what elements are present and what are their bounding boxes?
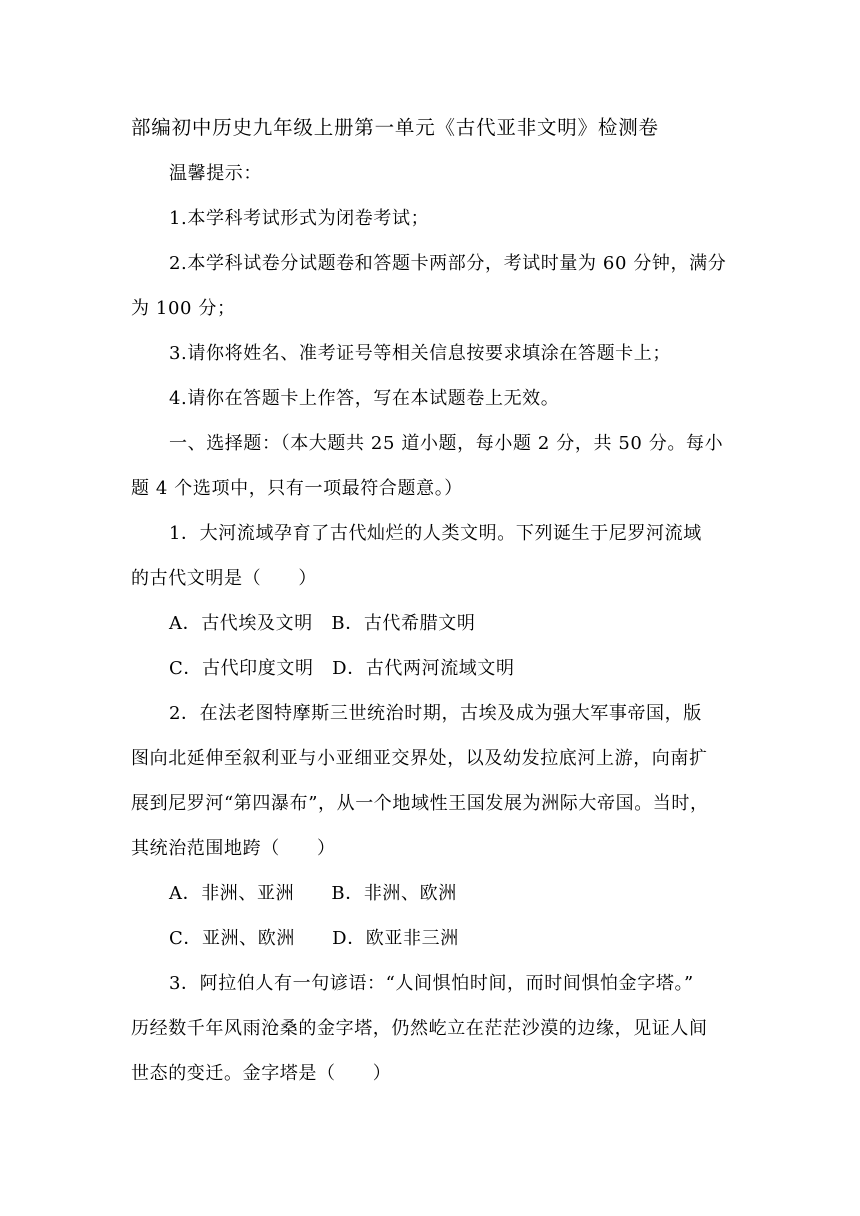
question-stem-line: 展到尼罗河“第四瀑布”，从一个地域性王国发展为洲际大帝国。当时，	[131, 793, 709, 814]
question-options-line: C．古代印度文明 D．古代两河流域文明	[169, 658, 515, 679]
question-stem-line: 图向北延伸至叙利亚与小亚细亚交界处，以及幼发拉底河上游，向南扩	[131, 748, 708, 769]
question-stem-line: 世态的变迁。金字塔是（ ）	[131, 1063, 392, 1084]
question-options-line: A．非洲、亚洲 B．非洲、欧洲	[169, 883, 457, 904]
notice-item-2-line-1: 2.本学科试卷分试题卷和答题卡两部分，考试时量为 60 分钟，满分	[169, 253, 727, 274]
document-title: 部编初中历史九年级上册第一单元《古代亚非文明》检测卷	[131, 116, 659, 139]
section-heading-line-2: 题 4 个选项中，只有一项最符合题意。）	[131, 478, 463, 499]
notice-item-1: 1.本学科考试形式为闭卷考试；	[169, 208, 430, 229]
question-stem-line: 其统治范围地跨（ ）	[131, 838, 336, 859]
question-stem-line: 3．阿拉伯人有一句谚语：“人间惧怕时间，而时间惧怕金字塔。”	[169, 973, 694, 994]
question-stem-line: 的古代文明是（ ）	[131, 568, 317, 589]
question-stem-line: 2．在法老图特摩斯三世统治时期，古埃及成为强大军事帝国，版	[169, 703, 702, 724]
question-options-line: A．古代埃及文明 B．古代希腊文明	[169, 613, 476, 634]
question-stem-line: 1．大河流域孕育了古代灿烂的人类文明。下列诞生于尼罗河流域	[169, 523, 702, 544]
notice-item-2-line-2: 为 100 分；	[131, 298, 236, 319]
notice-item-3: 3.请你将姓名、准考证号等相关信息按要求填涂在答题卡上；	[169, 343, 671, 364]
notice-item-4: 4.请你在答题卡上作答，写在本试题卷上无效。	[169, 388, 560, 409]
question-options-line: C．亚洲、欧洲 D．欧亚非三洲	[169, 928, 459, 949]
notice-heading: 温馨提示：	[169, 163, 262, 184]
question-stem-line: 历经数千年风雨沧桑的金字塔，仍然屹立在茫茫沙漠的边缘，见证人间	[131, 1018, 708, 1039]
section-heading-line-1: 一、选择题：（本大题共 25 道小题，每小题 2 分，共 50 分。每小	[169, 433, 724, 454]
